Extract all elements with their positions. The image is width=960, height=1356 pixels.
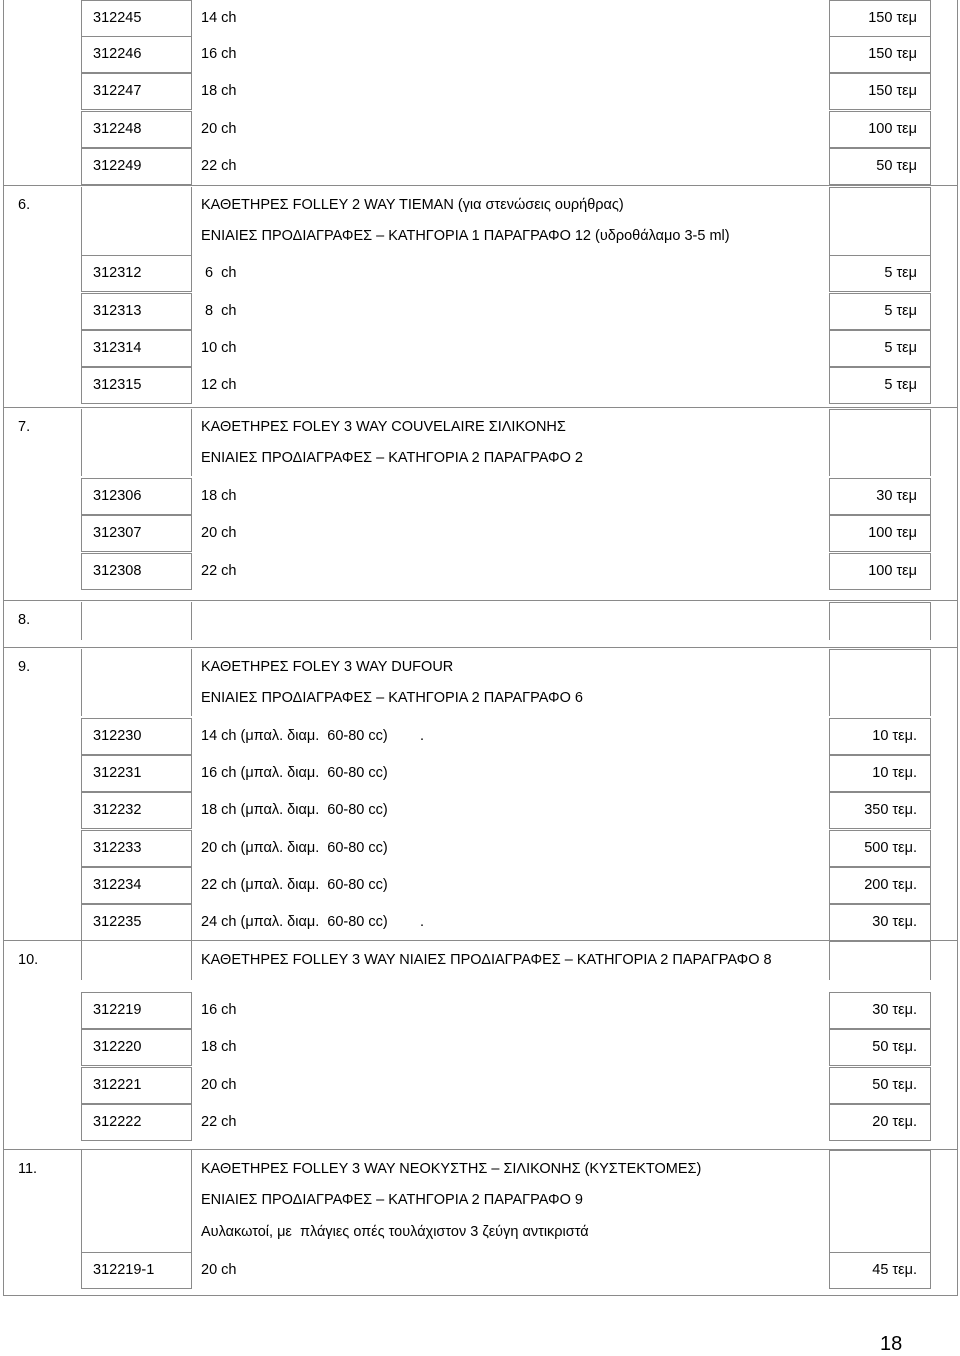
item-description: 22 ch — [201, 563, 237, 579]
qty-cell-right — [930, 148, 931, 185]
section-box-right — [191, 1150, 192, 1252]
item-code: 312235 — [93, 914, 142, 930]
qty-cell-top — [829, 718, 930, 719]
item-quantity: 5 τεμ — [884, 340, 917, 356]
item-description: 20 ch — [201, 525, 237, 541]
qty-cell-left — [829, 1029, 830, 1066]
code-cell-left — [81, 718, 82, 755]
qty-cell-right — [930, 718, 931, 755]
item-quantity: 30 τεμ. — [872, 1002, 917, 1018]
code-cell-bottom — [81, 828, 191, 829]
item-quantity: 20 τεμ. — [872, 1114, 917, 1130]
code-cell-left — [81, 367, 82, 404]
section-separator — [3, 600, 958, 601]
qty-cell-left — [829, 830, 830, 867]
code-cell-right — [191, 0, 192, 37]
qty-cell-right — [930, 1252, 931, 1289]
code-cell-left — [81, 293, 82, 330]
item-description: 14 ch (μπαλ. διαμ. 60-80 cc) . — [201, 728, 424, 744]
section-qty-top — [829, 1150, 930, 1151]
code-cell-right — [191, 1252, 192, 1289]
page-number: 18 — [880, 1333, 903, 1355]
qty-cell-bottom — [829, 1288, 930, 1289]
section-box-right — [191, 649, 192, 716]
qty-cell-top — [829, 755, 930, 756]
qty-cell-right — [930, 1029, 931, 1066]
qty-cell-right — [930, 330, 931, 367]
section-number: 9. — [18, 659, 31, 675]
item-description: 20 ch — [201, 121, 237, 137]
code-cell-right — [191, 992, 192, 1029]
qty-cell-right — [930, 830, 931, 867]
code-cell-top — [81, 1029, 191, 1030]
qty-cell-left — [829, 73, 830, 110]
qty-cell-right — [930, 792, 931, 829]
qty-cell-top — [829, 553, 930, 554]
item-code: 312313 — [93, 303, 142, 319]
item-quantity: 10 τεμ. — [872, 728, 917, 744]
code-cell-left — [81, 148, 82, 185]
section-number: 11. — [18, 1161, 38, 1177]
qty-cell-bottom — [829, 403, 930, 404]
code-cell-top — [81, 36, 191, 37]
section-separator — [3, 940, 958, 941]
item-code: 312232 — [93, 802, 142, 818]
item-code: 312246 — [93, 46, 142, 62]
section-qty-right — [930, 1150, 931, 1252]
code-cell-left — [81, 1104, 82, 1141]
section-number: 10. — [18, 952, 39, 968]
code-cell-left — [81, 111, 82, 148]
section-qty-top — [829, 409, 930, 410]
qty-cell-top — [829, 1029, 930, 1030]
qty-cell-right — [930, 867, 931, 904]
code-cell-right — [191, 1067, 192, 1104]
qty-cell-top — [829, 1067, 930, 1068]
item-description: 20 ch — [201, 1077, 237, 1093]
code-cell-top — [81, 367, 191, 368]
qty-cell-right — [930, 36, 931, 73]
qty-cell-left — [829, 553, 830, 590]
code-cell-right — [191, 73, 192, 110]
code-cell-left — [81, 36, 82, 73]
code-cell-right — [191, 830, 192, 867]
item-code: 312315 — [93, 377, 142, 393]
code-cell-left — [81, 0, 82, 37]
section-qty-left — [829, 602, 830, 640]
qty-cell-top — [829, 792, 930, 793]
code-cell-top — [81, 330, 191, 331]
item-code: 312222 — [93, 1114, 142, 1130]
code-cell-top — [81, 148, 191, 149]
qty-cell-right — [930, 553, 931, 590]
section-number: 7. — [18, 419, 31, 435]
table-border-bottom — [3, 1295, 958, 1296]
code-cell-top — [81, 904, 191, 905]
qty-cell-bottom — [829, 1140, 930, 1141]
qty-cell-left — [829, 867, 830, 904]
item-code: 312219 — [93, 1002, 142, 1018]
item-description: 22 ch — [201, 1114, 237, 1130]
qty-cell-right — [930, 515, 931, 552]
code-cell-left — [81, 515, 82, 552]
item-code: 312249 — [93, 158, 142, 174]
code-cell-top — [81, 755, 191, 756]
item-code: 312308 — [93, 563, 142, 579]
qty-cell-top — [829, 867, 930, 868]
item-code: 312312 — [93, 265, 142, 281]
item-description: 24 ch (μπαλ. διαμ. 60-80 cc) . — [201, 914, 424, 930]
code-cell-bottom — [81, 109, 191, 110]
qty-cell-top — [829, 73, 930, 74]
item-description: ΕΝΙΑΙΕΣ ΠΡΟΔΙΑΓΡΑΦΕΣ – ΚΑΤΗΓΟΡΙΑ 2 ΠΑΡΑΓΡΑΦΟ 9 — [201, 1192, 583, 1208]
section-qty-top — [829, 187, 930, 188]
code-cell-left — [81, 478, 82, 515]
item-description: ΚΑΘΕΤΗΡΕΣ FOLLEY 2 WAY TIEMAN (για στενώσεις ουρήθρας) — [201, 197, 624, 213]
qty-cell-top — [829, 515, 930, 516]
code-cell-left — [81, 553, 82, 590]
qty-cell-bottom — [829, 551, 930, 552]
section-separator — [3, 185, 958, 186]
qty-cell-left — [829, 904, 830, 941]
code-cell-right — [191, 330, 192, 367]
code-cell-right — [191, 148, 192, 185]
qty-cell-top — [829, 478, 930, 479]
code-cell-right — [191, 36, 192, 73]
qty-cell-right — [930, 992, 931, 1029]
code-cell-bottom — [81, 589, 191, 590]
item-code: 312245 — [93, 10, 142, 26]
qty-cell-top — [829, 830, 930, 831]
code-cell-top — [81, 718, 191, 719]
code-cell-right — [191, 904, 192, 941]
code-cell-left — [81, 830, 82, 867]
item-code: 312314 — [93, 340, 142, 356]
section-qty-right — [930, 409, 931, 476]
qty-cell-right — [930, 73, 931, 110]
code-cell-right — [191, 1104, 192, 1141]
item-description: 18 ch — [201, 488, 237, 504]
section-qty-top — [829, 649, 930, 650]
code-cell-left — [81, 255, 82, 292]
qty-cell-top — [829, 1252, 930, 1253]
qty-cell-bottom — [829, 1065, 930, 1066]
section-qty-right — [930, 602, 931, 640]
qty-cell-left — [829, 755, 830, 792]
item-code: 312247 — [93, 83, 142, 99]
qty-cell-right — [930, 1104, 931, 1141]
qty-cell-top — [829, 255, 930, 256]
code-cell-bottom — [81, 1288, 191, 1289]
item-description: 20 ch (μπαλ. διαμ. 60-80 cc) — [201, 840, 388, 856]
code-cell-left — [81, 755, 82, 792]
code-cell-left — [81, 1029, 82, 1066]
item-quantity: 150 τεμ — [868, 10, 917, 26]
qty-cell-bottom — [829, 109, 930, 110]
code-cell-top — [81, 478, 191, 479]
qty-cell-left — [829, 148, 830, 185]
item-quantity: 500 τεμ. — [864, 840, 917, 856]
qty-cell-top — [829, 992, 930, 993]
qty-cell-left — [829, 367, 830, 404]
code-cell-left — [81, 992, 82, 1029]
code-cell-bottom — [81, 1140, 191, 1141]
item-description: 12 ch — [201, 377, 237, 393]
code-cell-right — [191, 792, 192, 829]
section-separator — [3, 647, 958, 648]
qty-cell-top — [829, 293, 930, 294]
item-code: 312221 — [93, 1077, 142, 1093]
code-cell-top — [81, 1067, 191, 1068]
code-cell-right — [191, 478, 192, 515]
qty-cell-bottom — [829, 291, 930, 292]
item-description: ΕΝΙΑΙΕΣ ΠΡΟΔΙΑΓΡΑΦΕΣ – ΚΑΤΗΓΟΡΙΑ 2 ΠΑΡΑΓΡΑΦΟ 2 — [201, 450, 583, 466]
code-cell-top — [81, 255, 191, 256]
qty-cell-left — [829, 1104, 830, 1141]
code-cell-bottom — [81, 551, 191, 552]
qty-cell-right — [930, 904, 931, 941]
qty-cell-right — [930, 111, 931, 148]
item-quantity: 50 τεμ. — [872, 1039, 917, 1055]
item-quantity: 100 τεμ — [868, 563, 917, 579]
code-cell-right — [191, 111, 192, 148]
code-cell-top — [81, 830, 191, 831]
section-box-left — [81, 649, 82, 716]
section-qty-left — [829, 187, 830, 256]
item-quantity: 5 τεμ — [884, 377, 917, 393]
item-code: 312248 — [93, 121, 142, 137]
section-qty-left — [829, 649, 830, 716]
item-quantity: 5 τεμ — [884, 265, 917, 281]
item-description: Αυλακωτοί, με πλάγιες οπές τουλάχιστον 3 ζεύγη αντικριστά — [201, 1224, 589, 1240]
item-description: 14 ch — [201, 10, 237, 26]
code-cell-left — [81, 792, 82, 829]
item-quantity: 30 τεμ — [876, 488, 917, 504]
section-box-left — [81, 941, 82, 980]
code-cell-left — [81, 867, 82, 904]
item-code: 312220 — [93, 1039, 142, 1055]
section-qty-right — [930, 649, 931, 716]
section-number: 8. — [18, 612, 31, 628]
item-code: 312231 — [93, 765, 142, 781]
section-box-right — [191, 187, 192, 256]
section-box-right — [191, 602, 192, 640]
qty-cell-top — [829, 1104, 930, 1105]
qty-cell-left — [829, 992, 830, 1029]
code-cell-top — [81, 73, 191, 74]
item-description: 22 ch — [201, 158, 237, 174]
item-quantity: 100 τεμ — [868, 121, 917, 137]
code-cell-top — [81, 792, 191, 793]
qty-cell-left — [829, 255, 830, 292]
code-cell-right — [191, 553, 192, 590]
item-description: ΚΑΘΕΤΗΡΕΣ FOLEY 3 WAY DUFOUR — [201, 659, 454, 675]
qty-cell-top — [829, 148, 930, 149]
qty-cell-right — [930, 367, 931, 404]
code-cell-right — [191, 718, 192, 755]
code-cell-top — [81, 0, 191, 1]
qty-cell-left — [829, 1252, 830, 1289]
code-cell-left — [81, 1067, 82, 1104]
item-quantity: 350 τεμ. — [864, 802, 917, 818]
item-description: 8 ch — [201, 303, 237, 319]
section-box-left — [81, 1150, 82, 1252]
section-qty-left — [829, 941, 830, 980]
code-cell-bottom — [81, 403, 191, 404]
qty-cell-left — [829, 1067, 830, 1104]
item-description: 16 ch — [201, 1002, 237, 1018]
qty-cell-top — [829, 111, 930, 112]
item-description: 18 ch — [201, 83, 237, 99]
item-description: 10 ch — [201, 340, 237, 356]
code-cell-right — [191, 1029, 192, 1066]
item-code: 312234 — [93, 877, 142, 893]
qty-cell-right — [930, 0, 931, 37]
item-description: 16 ch (μπαλ. διαμ. 60-80 cc) — [201, 765, 388, 781]
section-qty-top — [829, 941, 930, 942]
code-cell-right — [191, 867, 192, 904]
item-description: ΚΑΘΕΤΗΡΕΣ FOLLEY 3 WAY ΝΙΑΙΕΣ ΠΡΟΔΙΑΓΡΑΦΕΣ – ΚΑΤΗΓΟΡΙΑ 2 ΠΑΡΑΓΡΑΦΟ 8 — [201, 952, 772, 968]
qty-cell-left — [829, 718, 830, 755]
item-quantity: 200 τεμ. — [864, 877, 917, 893]
code-cell-right — [191, 255, 192, 292]
section-box-right — [191, 409, 192, 476]
code-cell-top — [81, 111, 191, 112]
item-description: 18 ch (μπαλ. διαμ. 60-80 cc) — [201, 802, 388, 818]
code-cell-top — [81, 1104, 191, 1105]
qty-cell-right — [930, 478, 931, 515]
item-description: ΚΑΘΕΤΗΡΕΣ FOLLEY 3 WAY ΝΕΟΚΥΣΤΗΣ – ΣΙΛΙΚΟΝΗΣ (ΚΥΣΤΕΚΤΟΜΕΣ) — [201, 1161, 702, 1177]
code-cell-right — [191, 755, 192, 792]
code-cell-top — [81, 867, 191, 868]
item-quantity: 150 τεμ — [868, 46, 917, 62]
qty-cell-bottom — [829, 828, 930, 829]
code-cell-left — [81, 73, 82, 110]
code-cell-left — [81, 330, 82, 367]
section-qty-right — [930, 187, 931, 256]
item-code: 312306 — [93, 488, 142, 504]
code-cell-left — [81, 1252, 82, 1289]
section-qty-left — [829, 409, 830, 476]
section-qty-left — [829, 1150, 830, 1252]
item-quantity: 150 τεμ — [868, 83, 917, 99]
qty-cell-top — [829, 0, 930, 1]
code-cell-right — [191, 293, 192, 330]
item-quantity: 10 τεμ. — [872, 765, 917, 781]
section-box-left — [81, 409, 82, 476]
code-cell-bottom — [81, 1065, 191, 1066]
code-cell-bottom — [81, 291, 191, 292]
qty-cell-right — [930, 255, 931, 292]
item-description: ΕΝΙΑΙΕΣ ΠΡΟΔΙΑΓΡΑΦΕΣ – ΚΑΤΗΓΟΡΙΑ 1 ΠΑΡΑΓΡΑΦΟ 12 (υδροθάλαμο 3-5 ml) — [201, 228, 730, 244]
item-quantity: 50 τεμ. — [872, 1077, 917, 1093]
code-cell-left — [81, 904, 82, 941]
code-cell-right — [191, 515, 192, 552]
qty-cell-left — [829, 111, 830, 148]
item-description: 20 ch — [201, 1262, 237, 1278]
item-code: 312307 — [93, 525, 142, 541]
section-qty-top — [829, 602, 930, 603]
section-number: 6. — [18, 197, 31, 213]
item-description: 16 ch — [201, 46, 237, 62]
section-box-left — [81, 602, 82, 640]
qty-cell-left — [829, 478, 830, 515]
qty-cell-right — [930, 293, 931, 330]
section-box-right — [191, 941, 192, 980]
qty-cell-bottom — [829, 589, 930, 590]
item-code: 312230 — [93, 728, 142, 744]
code-cell-top — [81, 553, 191, 554]
item-quantity: 100 τεμ — [868, 525, 917, 541]
qty-cell-top — [829, 904, 930, 905]
section-qty-right — [930, 941, 931, 980]
qty-cell-left — [829, 0, 830, 37]
qty-cell-right — [930, 1067, 931, 1104]
qty-cell-top — [829, 330, 930, 331]
item-description: ΕΝΙΑΙΕΣ ΠΡΟΔΙΑΓΡΑΦΕΣ – ΚΑΤΗΓΟΡΙΑ 2 ΠΑΡΑΓΡΑΦΟ 6 — [201, 690, 583, 706]
item-quantity: 50 τεμ — [876, 158, 917, 174]
item-code: 312219-1 — [93, 1262, 155, 1278]
qty-cell-top — [829, 367, 930, 368]
section-separator — [3, 1149, 958, 1150]
item-quantity: 30 τεμ. — [872, 914, 917, 930]
item-quantity: 5 τεμ — [884, 303, 917, 319]
section-box-left — [81, 187, 82, 256]
code-cell-top — [81, 293, 191, 294]
code-cell-top — [81, 992, 191, 993]
item-description: ΚΑΘΕΤΗΡΕΣ FOLEY 3 WAY COUVELAIRE ΣΙΛΙΚΟΝΗΣ — [201, 419, 566, 435]
qty-cell-left — [829, 515, 830, 552]
item-description: 22 ch (μπαλ. διαμ. 60-80 cc) — [201, 877, 388, 893]
code-cell-right — [191, 367, 192, 404]
qty-cell-top — [829, 36, 930, 37]
qty-cell-right — [930, 755, 931, 792]
item-description: 6 ch — [201, 265, 237, 281]
section-separator — [3, 407, 958, 408]
qty-cell-left — [829, 36, 830, 73]
qty-cell-left — [829, 330, 830, 367]
item-description: 18 ch — [201, 1039, 237, 1055]
qty-cell-left — [829, 293, 830, 330]
item-code: 312233 — [93, 840, 142, 856]
qty-cell-left — [829, 792, 830, 829]
item-quantity: 45 τεμ. — [872, 1262, 917, 1278]
code-cell-top — [81, 1252, 191, 1253]
code-cell-top — [81, 515, 191, 516]
